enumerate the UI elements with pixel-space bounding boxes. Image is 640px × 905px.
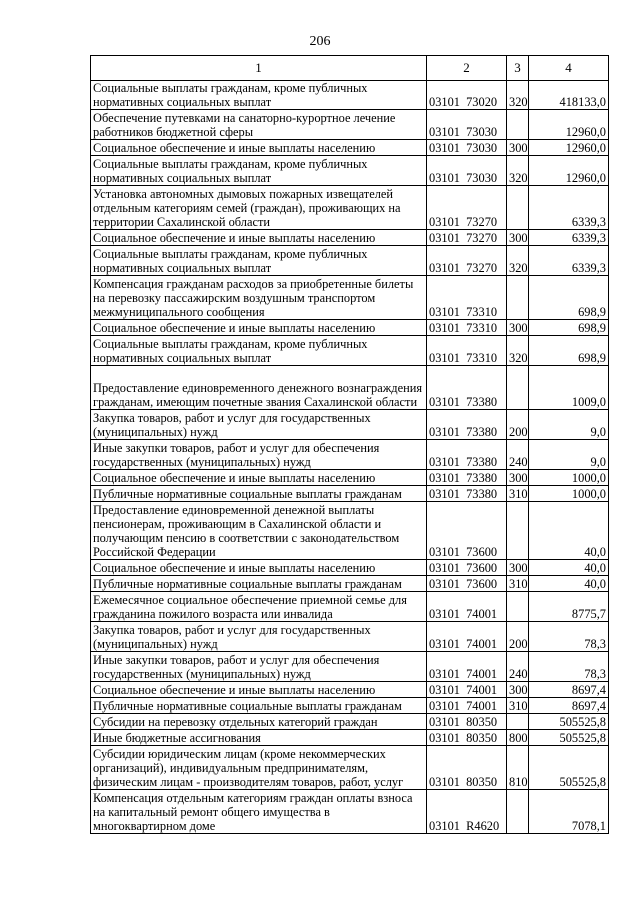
row-expense-type (507, 276, 529, 320)
row-program-code: 03101 (429, 125, 460, 139)
row-code (427, 186, 507, 230)
budget-table (90, 55, 609, 834)
row-code (427, 560, 507, 576)
row-amount: 9,0 (529, 410, 609, 440)
row-amount: 1000,0 (529, 486, 609, 502)
row-direction-code: 73270 (466, 215, 498, 229)
row-expense-type: 300 (507, 140, 529, 156)
row-expense-type: 300 (507, 230, 529, 246)
row-amount: 505525,8 (529, 730, 609, 746)
table-row (91, 320, 609, 336)
row-program-code: 03101 (429, 141, 460, 155)
table-row (91, 746, 609, 790)
row-program-code: 03101 (429, 667, 460, 681)
row-name: Обеспечение путевками на санаторно-курортное лечение работников бюджетной сферы (91, 110, 427, 140)
row-program-code: 03101 (429, 471, 460, 485)
row-direction-code: 74001 (466, 637, 498, 651)
row-code (427, 576, 507, 592)
row-direction-code: 73020 (466, 95, 498, 109)
row-direction-code: 73380 (466, 425, 498, 439)
row-expense-type: 300 (507, 560, 529, 576)
row-name: Субсидии на перевозку отдельных категорий граждан (91, 714, 427, 730)
row-name: Публичные нормативные социальные выплаты гражданам (91, 576, 427, 592)
row-expense-type: 810 (507, 746, 529, 790)
row-code (427, 140, 507, 156)
row-amount: 1000,0 (529, 470, 609, 486)
table-row (91, 156, 609, 186)
row-amount: 698,9 (529, 320, 609, 336)
table-row (91, 622, 609, 652)
row-direction-code: 73030 (466, 141, 498, 155)
row-program-code: 03101 (429, 351, 460, 365)
row-name: Социальное обеспечение и иные выплаты населению (91, 320, 427, 336)
row-code (427, 110, 507, 140)
table-row (91, 576, 609, 592)
row-name: Социальное обеспечение и иные выплаты населению (91, 560, 427, 576)
table-row (91, 790, 609, 834)
row-name: Иные закупки товаров, работ и услуг для обеспечения государственных (муниципальных) нужд (91, 652, 427, 682)
row-program-code: 03101 (429, 261, 460, 275)
row-name: Предоставление единовременного денежного вознаграждения гражданам, имеющим почетные звания Сахалинской области (91, 366, 427, 410)
row-name: Социальные выплаты гражданам, кроме публичных нормативных социальных выплат (91, 246, 427, 276)
row-expense-type: 240 (507, 652, 529, 682)
row-expense-type (507, 366, 529, 410)
row-name: Субсидии юридическим лицам (кроме некоммерческих организаций), индивидуальным предпринимателям, физическим лицам - производителям товаров, работ, услуг (91, 746, 427, 790)
row-name: Публичные нормативные социальные выплаты гражданам (91, 698, 427, 714)
row-amount: 6339,3 (529, 230, 609, 246)
row-name: Ежемесячное социальное обеспечение приемной семье для гражданина пожилого возраста или инвалида (91, 592, 427, 622)
table-row (91, 440, 609, 470)
row-amount: 1009,0 (529, 366, 609, 410)
row-direction-code: 80350 (466, 715, 498, 729)
row-amount: 40,0 (529, 560, 609, 576)
row-program-code: 03101 (429, 305, 460, 319)
row-direction-code: 73380 (466, 395, 498, 409)
row-direction-code: 73600 (466, 545, 498, 559)
row-direction-code: 73310 (466, 351, 498, 365)
row-direction-code: 73270 (466, 231, 498, 245)
row-program-code: 03101 (429, 577, 460, 591)
row-program-code: 03101 (429, 487, 460, 501)
table-row (91, 410, 609, 440)
table-row (91, 81, 609, 110)
row-direction-code: 73380 (466, 471, 498, 485)
row-program-code: 03101 (429, 545, 460, 559)
row-amount: 698,9 (529, 336, 609, 366)
row-name: Иные закупки товаров, работ и услуг для обеспечения государственных (муниципальных) нужд (91, 440, 427, 470)
table-row (91, 698, 609, 714)
header-cell-vr: 3 (507, 56, 529, 81)
row-program-code: 03101 (429, 699, 460, 713)
row-expense-type: 800 (507, 730, 529, 746)
row-program-code: 03101 (429, 819, 460, 833)
table-row (91, 560, 609, 576)
row-expense-type: 320 (507, 336, 529, 366)
row-amount: 6339,3 (529, 246, 609, 276)
row-name: Установка автономных дымовых пожарных извещателей отдельным категориям семей (граждан), проживающих на территории Сахалинской области (91, 186, 427, 230)
row-amount: 8775,7 (529, 592, 609, 622)
row-name: Иные бюджетные ассигнования (91, 730, 427, 746)
table-row (91, 140, 609, 156)
table-row (91, 714, 609, 730)
row-amount: 505525,8 (529, 714, 609, 730)
row-name: Компенсация отдельным категориям граждан оплаты взноса на капитальный ремонт общего имущества в многоквартирном доме (91, 790, 427, 834)
row-amount: 78,3 (529, 652, 609, 682)
row-code (427, 440, 507, 470)
row-amount: 12960,0 (529, 110, 609, 140)
page-number: 206 (309, 34, 331, 49)
row-expense-type: 200 (507, 410, 529, 440)
row-expense-type: 240 (507, 440, 529, 470)
header-cell-code: 2 (427, 56, 507, 81)
row-amount: 78,3 (529, 622, 609, 652)
row-program-code: 03101 (429, 215, 460, 229)
row-code (427, 652, 507, 682)
row-expense-type (507, 502, 529, 560)
row-expense-type: 310 (507, 576, 529, 592)
row-code (427, 336, 507, 366)
row-expense-type: 320 (507, 246, 529, 276)
row-program-code: 03101 (429, 731, 460, 745)
row-direction-code: 74001 (466, 699, 498, 713)
row-direction-code: 73270 (466, 261, 498, 275)
row-expense-type: 320 (507, 156, 529, 186)
table-row (91, 276, 609, 320)
row-code (427, 410, 507, 440)
row-code (427, 592, 507, 622)
row-code (427, 714, 507, 730)
row-amount: 12960,0 (529, 156, 609, 186)
row-expense-type: 320 (507, 81, 529, 110)
row-amount: 9,0 (529, 440, 609, 470)
row-direction-code: 80350 (466, 731, 498, 745)
row-code (427, 698, 507, 714)
table-header-row (91, 56, 609, 81)
table-row (91, 730, 609, 746)
row-expense-type: 300 (507, 682, 529, 698)
row-name: Компенсация гражданам расходов за приобретенные билеты на перевозку пассажирским воздушным транспортом межмуниципального сообщения (91, 276, 427, 320)
row-direction-code: 73030 (466, 125, 498, 139)
row-amount: 505525,8 (529, 746, 609, 790)
row-amount: 8697,4 (529, 682, 609, 698)
row-amount: 12960,0 (529, 140, 609, 156)
row-direction-code: 80350 (466, 775, 498, 789)
row-direction-code: 73310 (466, 305, 498, 319)
row-direction-code: 73600 (466, 561, 498, 575)
row-name: Социальное обеспечение и иные выплаты населению (91, 470, 427, 486)
row-code (427, 502, 507, 560)
row-code (427, 682, 507, 698)
table-row (91, 336, 609, 366)
table-row (91, 592, 609, 622)
row-direction-code: 73380 (466, 455, 498, 469)
row-direction-code: 73380 (466, 487, 498, 501)
row-code (427, 470, 507, 486)
row-amount: 8697,4 (529, 698, 609, 714)
row-code (427, 320, 507, 336)
table-row (91, 652, 609, 682)
row-code (427, 746, 507, 790)
row-name: Публичные нормативные социальные выплаты гражданам (91, 486, 427, 502)
row-program-code: 03101 (429, 607, 460, 621)
row-code (427, 156, 507, 186)
row-name: Социальные выплаты гражданам, кроме публичных нормативных социальных выплат (91, 156, 427, 186)
table-row (91, 470, 609, 486)
row-program-code: 03101 (429, 95, 460, 109)
row-code (427, 486, 507, 502)
row-code (427, 246, 507, 276)
row-direction-code: 73310 (466, 321, 498, 335)
row-code (427, 81, 507, 110)
row-amount: 40,0 (529, 502, 609, 560)
row-program-code: 03101 (429, 775, 460, 789)
table-row (91, 230, 609, 246)
row-name: Закупка товаров, работ и услуг для государственных (муниципальных) нужд (91, 622, 427, 652)
row-program-code: 03101 (429, 637, 460, 651)
table-row (91, 486, 609, 502)
row-code (427, 276, 507, 320)
table-row (91, 186, 609, 230)
row-program-code: 03101 (429, 395, 460, 409)
header-cell-name: 1 (91, 56, 427, 81)
row-expense-type (507, 592, 529, 622)
row-expense-type (507, 186, 529, 230)
row-program-code: 03101 (429, 715, 460, 729)
header-cell-amount: 4 (529, 56, 609, 81)
row-direction-code: 74001 (466, 667, 498, 681)
row-amount: 418133,0 (529, 81, 609, 110)
table-row (91, 246, 609, 276)
row-amount: 40,0 (529, 576, 609, 592)
row-direction-code: 73600 (466, 577, 498, 591)
row-program-code: 03101 (429, 425, 460, 439)
table-row (91, 366, 609, 410)
table-row (91, 682, 609, 698)
row-amount: 6339,3 (529, 186, 609, 230)
row-name: Закупка товаров, работ и услуг для государственных (муниципальных) нужд (91, 410, 427, 440)
row-program-code: 03101 (429, 231, 460, 245)
row-program-code: 03101 (429, 683, 460, 697)
table-row (91, 502, 609, 560)
row-name: Социальное обеспечение и иные выплаты населению (91, 140, 427, 156)
row-expense-type: 300 (507, 470, 529, 486)
row-direction-code: 74001 (466, 607, 498, 621)
row-code (427, 790, 507, 834)
row-expense-type (507, 714, 529, 730)
row-program-code: 03101 (429, 171, 460, 185)
row-program-code: 03101 (429, 561, 460, 575)
row-direction-code: 74001 (466, 683, 498, 697)
row-name: Социальные выплаты гражданам, кроме публичных нормативных социальных выплат (91, 336, 427, 366)
row-program-code: 03101 (429, 321, 460, 335)
row-program-code: 03101 (429, 455, 460, 469)
row-amount: 698,9 (529, 276, 609, 320)
row-expense-type: 310 (507, 698, 529, 714)
row-expense-type: 310 (507, 486, 529, 502)
row-name: Социальное обеспечение и иные выплаты населению (91, 230, 427, 246)
row-code (427, 230, 507, 246)
row-amount: 7078,1 (529, 790, 609, 834)
row-name: Предоставление единовременной денежной выплаты пенсионерам, проживающим в Сахалинской области и получающим пенсию в соответствии с законодательством Российской Федерации (91, 502, 427, 560)
row-expense-type (507, 790, 529, 834)
row-expense-type (507, 110, 529, 140)
row-direction-code: 73030 (466, 171, 498, 185)
row-direction-code: R4620 (466, 819, 500, 833)
row-code (427, 730, 507, 746)
row-code (427, 366, 507, 410)
row-expense-type: 300 (507, 320, 529, 336)
row-name: Социальные выплаты гражданам, кроме публичных нормативных социальных выплат (91, 81, 427, 110)
table-row (91, 110, 609, 140)
row-expense-type: 200 (507, 622, 529, 652)
row-code (427, 622, 507, 652)
row-name: Социальное обеспечение и иные выплаты населению (91, 682, 427, 698)
